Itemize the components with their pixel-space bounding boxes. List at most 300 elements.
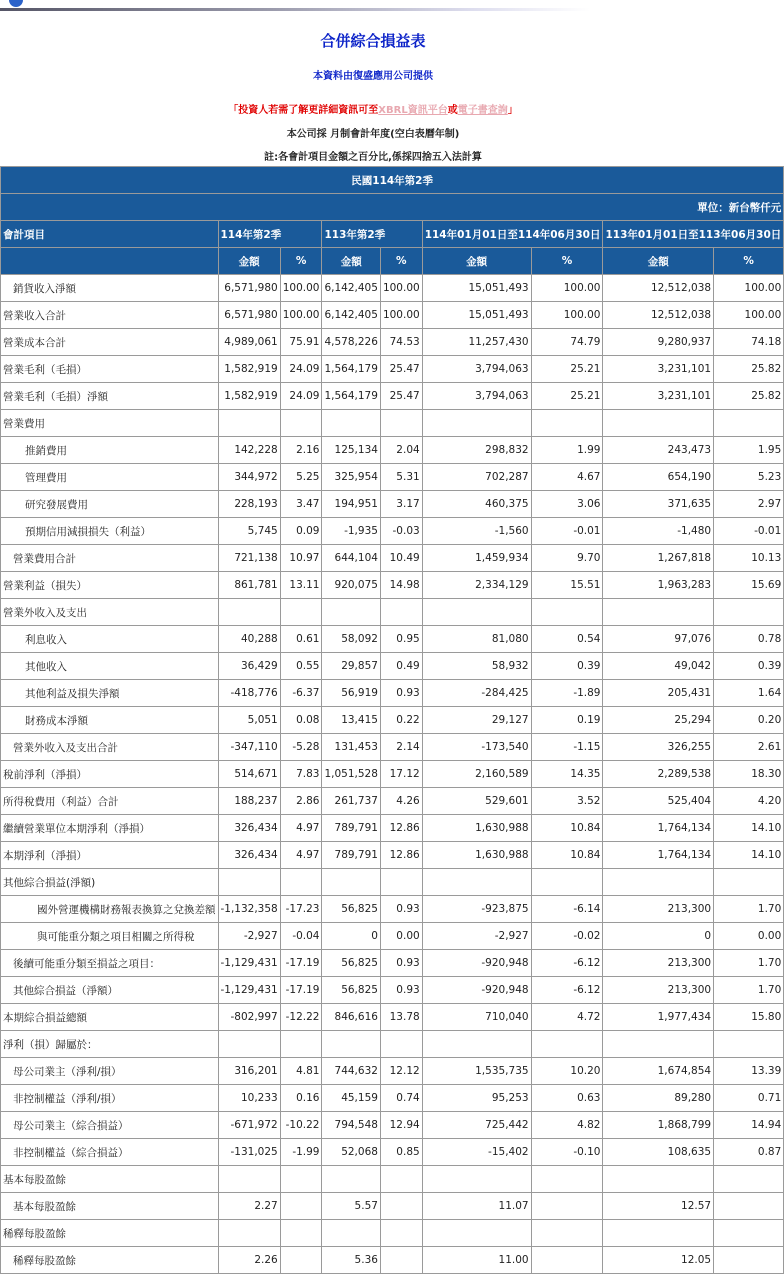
- pct-cell: 14.10: [714, 842, 784, 869]
- logo-icon: [9, 0, 23, 7]
- amount-cell: 316,201: [218, 1058, 280, 1085]
- pct-cell: 10.13: [714, 545, 784, 572]
- amount-cell: [322, 1031, 380, 1058]
- pct-cell: -10.22: [280, 1112, 322, 1139]
- table-row: [1, 410, 784, 437]
- amount-cell: 228,193: [218, 491, 280, 518]
- amount-cell: 1,977,434: [603, 1004, 714, 1031]
- pct-cell: [380, 1166, 422, 1193]
- table-row: [1, 896, 784, 923]
- amount-cell: 0: [322, 923, 380, 950]
- pct-cell: 0.95: [380, 626, 422, 653]
- amount-cell: 325,954: [322, 464, 380, 491]
- top-decoration: [0, 0, 766, 14]
- pct-cell: 5.31: [380, 464, 422, 491]
- amount-cell: [218, 599, 280, 626]
- row-label: 營業收入合計: [1, 302, 219, 329]
- amount-cell: 125,134: [322, 437, 380, 464]
- pct-cell: 2.97: [714, 491, 784, 518]
- pct-cell: -0.01: [531, 518, 603, 545]
- pct-cell: -17.19: [280, 950, 322, 977]
- amount-cell: 10,233: [218, 1085, 280, 1112]
- amount-cell: -1,129,431: [218, 977, 280, 1004]
- pct-cell: 0.93: [380, 680, 422, 707]
- pct-cell: 3.52: [531, 788, 603, 815]
- col-account-item: 會計項目: [1, 221, 219, 248]
- pct-cell: 4.20: [714, 788, 784, 815]
- amount-cell: 744,632: [322, 1058, 380, 1085]
- amount-cell: 52,068: [322, 1139, 380, 1166]
- pct-cell: [280, 410, 322, 437]
- amount-cell: 2,289,538: [603, 761, 714, 788]
- pct-cell: 100.00: [280, 275, 322, 302]
- pct-cell: 25.47: [380, 383, 422, 410]
- pct-cell: -0.03: [380, 518, 422, 545]
- pct-cell: [714, 1031, 784, 1058]
- source-note: 本資料由復盛應用公司提供: [313, 71, 433, 82]
- pct-cell: 3.17: [380, 491, 422, 518]
- pct-cell: [714, 599, 784, 626]
- pct-cell: 10.84: [531, 842, 603, 869]
- amount-cell: 95,253: [422, 1085, 531, 1112]
- amount-cell: [322, 410, 380, 437]
- row-label: 後續可能重分類至損益之項目：: [1, 950, 219, 977]
- pct-cell: 1.95: [714, 437, 784, 464]
- pct-cell: 0.00: [714, 923, 784, 950]
- amount-cell: 1,868,799: [603, 1112, 714, 1139]
- row-label: 與可能重分類之項目相關之所得稅: [1, 923, 219, 950]
- table-row: [1, 572, 784, 599]
- amount-cell: -1,132,358: [218, 896, 280, 923]
- pct-cell: [380, 1247, 422, 1274]
- amount-cell: 2,160,589: [422, 761, 531, 788]
- amount-cell: 1,630,988: [422, 842, 531, 869]
- amount-cell: 1,630,988: [422, 815, 531, 842]
- col-pct: %: [714, 248, 784, 275]
- amount-cell: 36,429: [218, 653, 280, 680]
- amount-cell: 108,635: [603, 1139, 714, 1166]
- row-label: 母公司業主（綜合損益）: [1, 1112, 219, 1139]
- amount-cell: 213,300: [603, 896, 714, 923]
- table-row: [1, 1166, 784, 1193]
- pct-cell: 4.81: [280, 1058, 322, 1085]
- amount-cell: 525,404: [603, 788, 714, 815]
- pct-cell: -0.10: [531, 1139, 603, 1166]
- amount-cell: 97,076: [603, 626, 714, 653]
- amount-cell: -347,110: [218, 734, 280, 761]
- amount-cell: 1,963,283: [603, 572, 714, 599]
- pct-cell: -6.12: [531, 977, 603, 1004]
- pct-cell: [531, 1247, 603, 1274]
- pct-cell: -1.99: [280, 1139, 322, 1166]
- amount-cell: 194,951: [322, 491, 380, 518]
- table-row: [1, 1031, 784, 1058]
- pct-cell: 0.39: [531, 653, 603, 680]
- amount-cell: 1,564,179: [322, 383, 380, 410]
- table-row: [1, 1139, 784, 1166]
- amount-cell: 710,040: [422, 1004, 531, 1031]
- amount-cell: [603, 410, 714, 437]
- pct-cell: 13.78: [380, 1004, 422, 1031]
- pct-cell: 0.16: [280, 1085, 322, 1112]
- table-row: [1, 1058, 784, 1085]
- row-label: 其他綜合損益（淨額）: [1, 977, 219, 1004]
- pct-cell: -5.28: [280, 734, 322, 761]
- pct-cell: 0.08: [280, 707, 322, 734]
- pct-cell: -12.22: [280, 1004, 322, 1031]
- row-label: 國外營運機構財務報表換算之兌換差額: [1, 896, 219, 923]
- amount-cell: 56,825: [322, 950, 380, 977]
- amount-cell: 644,104: [322, 545, 380, 572]
- amount-cell: 1,267,818: [603, 545, 714, 572]
- pct-cell: 25.82: [714, 356, 784, 383]
- pct-cell: 17.12: [380, 761, 422, 788]
- pct-cell: 100.00: [280, 302, 322, 329]
- amount-cell: -15,402: [422, 1139, 531, 1166]
- amount-cell: 56,825: [322, 977, 380, 1004]
- pct-cell: 10.84: [531, 815, 603, 842]
- amount-cell: 3,231,101: [603, 356, 714, 383]
- col-amount: 金額: [422, 248, 531, 275]
- pct-cell: 1.99: [531, 437, 603, 464]
- pct-cell: 4.26: [380, 788, 422, 815]
- row-label: 研究發展費用: [1, 491, 219, 518]
- pct-cell: 74.18: [714, 329, 784, 356]
- pct-cell: 74.53: [380, 329, 422, 356]
- pct-cell: 4.97: [280, 842, 322, 869]
- amount-cell: 326,434: [218, 815, 280, 842]
- amount-cell: 1,051,528: [322, 761, 380, 788]
- pct-cell: 14.35: [531, 761, 603, 788]
- pct-cell: 25.47: [380, 356, 422, 383]
- pct-cell: 4.72: [531, 1004, 603, 1031]
- table-row: [1, 680, 784, 707]
- amount-cell: [322, 1220, 380, 1247]
- pct-cell: [280, 1247, 322, 1274]
- amount-cell: 721,138: [218, 545, 280, 572]
- xbrl-link[interactable]: XBRL資訊平台: [378, 105, 448, 116]
- pct-cell: 0.61: [280, 626, 322, 653]
- amount-cell: -418,776: [218, 680, 280, 707]
- amount-cell: [218, 1166, 280, 1193]
- amount-cell: 3,231,101: [603, 383, 714, 410]
- pct-cell: 1.70: [714, 896, 784, 923]
- amount-cell: 6,571,980: [218, 302, 280, 329]
- row-label: 淨利（損）歸屬於：: [1, 1031, 219, 1058]
- pct-cell: 13.39: [714, 1058, 784, 1085]
- pct-cell: 2.04: [380, 437, 422, 464]
- pct-cell: 1.70: [714, 977, 784, 1004]
- pct-cell: 100.00: [531, 302, 603, 329]
- pct-cell: [714, 1220, 784, 1247]
- amount-cell: 5,745: [218, 518, 280, 545]
- amount-cell: [422, 869, 531, 896]
- table-row: [1, 842, 784, 869]
- pct-cell: 74.79: [531, 329, 603, 356]
- row-label: 稀釋每股盈餘: [1, 1247, 219, 1274]
- amount-cell: 9,280,937: [603, 329, 714, 356]
- income-statement-table: [0, 166, 784, 1274]
- row-label: 本期綜合損益總額: [1, 1004, 219, 1031]
- row-label: 基本每股盈餘: [1, 1193, 219, 1220]
- pct-cell: -17.23: [280, 896, 322, 923]
- pct-cell: [714, 869, 784, 896]
- amount-cell: 243,473: [603, 437, 714, 464]
- pct-cell: 10.97: [280, 545, 322, 572]
- amount-cell: 29,857: [322, 653, 380, 680]
- amount-cell: 58,932: [422, 653, 531, 680]
- amount-cell: [603, 1220, 714, 1247]
- table-row: [1, 1220, 784, 1247]
- pct-cell: [531, 599, 603, 626]
- table-row: [1, 491, 784, 518]
- pct-cell: [280, 1031, 322, 1058]
- table-row: [1, 734, 784, 761]
- amount-cell: [603, 599, 714, 626]
- col-group-1: 114年第2季: [218, 221, 322, 248]
- row-label: 其他收入: [1, 653, 219, 680]
- row-label: 營業費用: [1, 410, 219, 437]
- pct-cell: 3.06: [531, 491, 603, 518]
- pct-cell: [280, 1220, 322, 1247]
- unit-header: 單位：新台幣仟元: [1, 194, 784, 221]
- table-row: [1, 356, 784, 383]
- pct-cell: 2.61: [714, 734, 784, 761]
- amount-cell: 725,442: [422, 1112, 531, 1139]
- row-label: 推銷費用: [1, 437, 219, 464]
- period-header: 民國114年第2季: [1, 167, 784, 194]
- pct-cell: 10.49: [380, 545, 422, 572]
- amount-cell: [322, 599, 380, 626]
- amount-cell: 6,571,980: [218, 275, 280, 302]
- table-row: [1, 518, 784, 545]
- col-group-2: 113年第2季: [322, 221, 422, 248]
- pct-cell: 9.70: [531, 545, 603, 572]
- pct-cell: 4.67: [531, 464, 603, 491]
- pct-cell: 75.91: [280, 329, 322, 356]
- pct-cell: [280, 1166, 322, 1193]
- pct-cell: 14.94: [714, 1112, 784, 1139]
- amount-cell: -2,927: [422, 923, 531, 950]
- pct-cell: 14.10: [714, 815, 784, 842]
- pct-cell: 12.94: [380, 1112, 422, 1139]
- pct-cell: [531, 1031, 603, 1058]
- col-pct: %: [531, 248, 603, 275]
- amount-cell: [603, 1166, 714, 1193]
- pct-cell: [380, 869, 422, 896]
- pct-cell: -1.89: [531, 680, 603, 707]
- col-blank: [1, 248, 219, 275]
- amount-cell: [422, 410, 531, 437]
- table-row: [1, 788, 784, 815]
- pct-cell: 100.00: [380, 302, 422, 329]
- amount-cell: 12,512,038: [603, 302, 714, 329]
- pct-cell: 0.74: [380, 1085, 422, 1112]
- amount-cell: 4,989,061: [218, 329, 280, 356]
- amount-cell: 1,674,854: [603, 1058, 714, 1085]
- pct-cell: 100.00: [380, 275, 422, 302]
- investor-notice: [0, 101, 746, 116]
- table-row: [1, 329, 784, 356]
- amount-cell: 654,190: [603, 464, 714, 491]
- table-row: [1, 653, 784, 680]
- pct-cell: [380, 410, 422, 437]
- ebook-link[interactable]: 電子書查詢: [457, 105, 508, 116]
- amount-cell: 15,051,493: [422, 302, 531, 329]
- pct-cell: 5.23: [714, 464, 784, 491]
- pct-cell: 15.51: [531, 572, 603, 599]
- amount-cell: 861,781: [218, 572, 280, 599]
- amount-cell: 2.26: [218, 1247, 280, 1274]
- table-row: [1, 1085, 784, 1112]
- pct-cell: 14.98: [380, 572, 422, 599]
- pct-cell: 4.97: [280, 815, 322, 842]
- row-label: 利息收入: [1, 626, 219, 653]
- pct-cell: 25.82: [714, 383, 784, 410]
- amount-cell: 12,512,038: [603, 275, 714, 302]
- pct-cell: 2.86: [280, 788, 322, 815]
- table-row: [1, 923, 784, 950]
- pct-cell: 0.93: [380, 977, 422, 1004]
- amount-cell: 11.07: [422, 1193, 531, 1220]
- amount-cell: 11,257,430: [422, 329, 531, 356]
- top-rule: [0, 8, 590, 11]
- amount-cell: 205,431: [603, 680, 714, 707]
- pct-cell: 18.30: [714, 761, 784, 788]
- amount-cell: 6,142,405: [322, 275, 380, 302]
- table-row: [1, 626, 784, 653]
- pct-cell: 15.80: [714, 1004, 784, 1031]
- amount-cell: 326,255: [603, 734, 714, 761]
- amount-cell: 15,051,493: [422, 275, 531, 302]
- pct-cell: -6.37: [280, 680, 322, 707]
- amount-cell: 213,300: [603, 977, 714, 1004]
- amount-cell: [603, 869, 714, 896]
- amount-cell: 2.27: [218, 1193, 280, 1220]
- row-label: 本期淨利（淨損）: [1, 842, 219, 869]
- row-label: 營業外收入及支出合計: [1, 734, 219, 761]
- table-row: [1, 1247, 784, 1274]
- pct-cell: [714, 1166, 784, 1193]
- amount-cell: 40,288: [218, 626, 280, 653]
- pct-cell: 0.09: [280, 518, 322, 545]
- amount-cell: 56,919: [322, 680, 380, 707]
- row-label: 預期信用減損損失（利益）: [1, 518, 219, 545]
- amount-cell: 1,459,934: [422, 545, 531, 572]
- amount-cell: 789,791: [322, 815, 380, 842]
- amount-cell: 45,159: [322, 1085, 380, 1112]
- amount-cell: 514,671: [218, 761, 280, 788]
- row-label: 營業費用合計: [1, 545, 219, 572]
- amount-cell: 188,237: [218, 788, 280, 815]
- pct-cell: 0.55: [280, 653, 322, 680]
- amount-cell: -923,875: [422, 896, 531, 923]
- pct-cell: 1.70: [714, 950, 784, 977]
- table-row: [1, 1004, 784, 1031]
- amount-cell: [422, 599, 531, 626]
- table-row: [1, 1112, 784, 1139]
- col-amount: 金額: [322, 248, 380, 275]
- row-label: 稀釋每股盈餘: [1, 1220, 219, 1247]
- amount-cell: 261,737: [322, 788, 380, 815]
- pct-cell: 0.87: [714, 1139, 784, 1166]
- amount-cell: 1,582,919: [218, 383, 280, 410]
- col-group-4: 113年01月01日至113年06月30日: [603, 221, 784, 248]
- pct-cell: [280, 599, 322, 626]
- pct-cell: 5.25: [280, 464, 322, 491]
- table-row: [1, 302, 784, 329]
- amount-cell: 1,535,735: [422, 1058, 531, 1085]
- amount-cell: 5.57: [322, 1193, 380, 1220]
- row-label: 非控制權益（淨利∕損）: [1, 1085, 219, 1112]
- pct-cell: 2.16: [280, 437, 322, 464]
- amount-cell: -671,972: [218, 1112, 280, 1139]
- amount-cell: 326,434: [218, 842, 280, 869]
- notice-mid: 或: [447, 105, 458, 116]
- row-label: 繼續營業單位本期淨利（淨損）: [1, 815, 219, 842]
- amount-cell: -1,935: [322, 518, 380, 545]
- amount-cell: 12.57: [603, 1193, 714, 1220]
- pct-cell: [380, 1193, 422, 1220]
- pct-cell: 12.86: [380, 842, 422, 869]
- col-pct: %: [380, 248, 422, 275]
- amount-cell: 3,794,063: [422, 383, 531, 410]
- row-label: 管理費用: [1, 464, 219, 491]
- table-row: [1, 1193, 784, 1220]
- pct-cell: 3.47: [280, 491, 322, 518]
- amount-cell: [218, 1220, 280, 1247]
- pct-cell: [531, 1220, 603, 1247]
- notice-prefix: 「投資人若需了解更詳細資訊可至: [228, 105, 379, 116]
- amount-cell: -1,560: [422, 518, 531, 545]
- pct-cell: [280, 869, 322, 896]
- pct-cell: 0.39: [714, 653, 784, 680]
- pct-cell: 24.09: [280, 356, 322, 383]
- amount-cell: 5,051: [218, 707, 280, 734]
- amount-cell: -131,025: [218, 1139, 280, 1166]
- amount-cell: 29,127: [422, 707, 531, 734]
- row-label: 營業毛利（毛損）淨額: [1, 383, 219, 410]
- amount-cell: 81,080: [422, 626, 531, 653]
- row-label: 財務成本淨額: [1, 707, 219, 734]
- col-group-3: 114年01月01日至114年06月30日: [422, 221, 603, 248]
- pct-cell: 0.19: [531, 707, 603, 734]
- amount-cell: 12.05: [603, 1247, 714, 1274]
- amount-cell: [322, 1166, 380, 1193]
- amount-cell: -920,948: [422, 977, 531, 1004]
- amount-cell: 142,228: [218, 437, 280, 464]
- pct-cell: 0.54: [531, 626, 603, 653]
- col-pct: %: [280, 248, 322, 275]
- table-row: [1, 437, 784, 464]
- rounding-note: 註:各會計項目金額之百分比,係採四捨五入法計算: [264, 152, 482, 163]
- amount-cell: 702,287: [422, 464, 531, 491]
- pct-cell: 0.00: [380, 923, 422, 950]
- amount-cell: 344,972: [218, 464, 280, 491]
- amount-cell: -802,997: [218, 1004, 280, 1031]
- row-label: 銷貨收入淨額: [1, 275, 219, 302]
- pct-cell: [714, 1247, 784, 1274]
- amount-cell: [422, 1220, 531, 1247]
- amount-cell: -1,129,431: [218, 950, 280, 977]
- pct-cell: 0.71: [714, 1085, 784, 1112]
- amount-cell: 1,582,919: [218, 356, 280, 383]
- pct-cell: 100.00: [714, 275, 784, 302]
- pct-cell: 0.63: [531, 1085, 603, 1112]
- amount-cell: 794,548: [322, 1112, 380, 1139]
- pct-cell: [531, 869, 603, 896]
- pct-cell: [380, 1031, 422, 1058]
